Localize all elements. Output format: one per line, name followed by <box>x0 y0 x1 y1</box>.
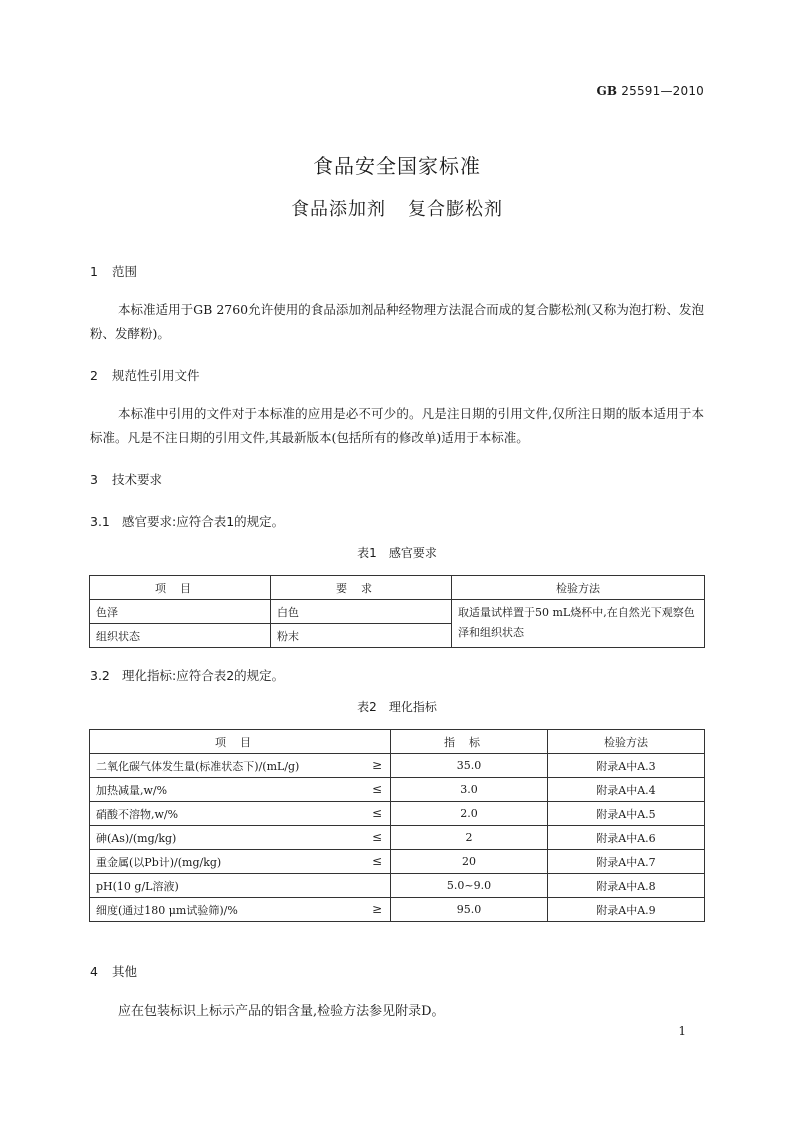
table-row <box>90 778 705 802</box>
comparison-symbol: ≤ <box>371 854 382 868</box>
item-label: 砷(As)/(mg/kg) <box>96 831 177 845</box>
method-cell: 取适量试样置于50 mL烧杯中,在自然光下观察色泽和组织状态 <box>452 600 705 648</box>
method-cell: 附录A中A.5 <box>548 802 705 826</box>
section-number: 3.1 <box>90 514 110 529</box>
item-label: 细度(通过180 μm试验筛)/% <box>96 903 238 917</box>
table-title: 感官要求 <box>388 546 437 560</box>
value-cell: 2.0 <box>391 802 548 826</box>
value-cell: 95.0 <box>391 898 548 922</box>
header-cell: 项目 <box>90 730 391 754</box>
document-title: 食品安全国家标准 <box>313 154 481 178</box>
item-cell <box>90 850 391 874</box>
section-1-text: 本标准适用于GB 2760允许使用的食品添加剂品种经物理方法混合而成的复合膨松剂(又称为泡打粉、发泡粉、发酵粉)。 <box>90 302 704 341</box>
item-label: 加热减量,w/% <box>96 783 168 797</box>
item-cell <box>90 754 391 778</box>
item-cell <box>90 898 391 922</box>
table-1-caption <box>0 544 794 561</box>
section-title: 感官要求:应符合表1的规定。 <box>122 514 285 529</box>
value-cell: 5.0~9.0 <box>391 874 548 898</box>
table-row <box>90 850 705 874</box>
table-row <box>90 874 705 898</box>
table-title: 理化指标 <box>388 700 437 714</box>
section-number: 4 <box>90 964 98 979</box>
table-2 <box>89 729 705 922</box>
comparison-symbol: ≤ <box>371 782 382 796</box>
requirement-cell: 粉末 <box>271 624 452 648</box>
section-number: 3.2 <box>90 668 110 683</box>
method-cell: 附录A中A.8 <box>548 874 705 898</box>
table-row <box>90 754 705 778</box>
table-number: 表2 <box>357 700 377 714</box>
method-cell: 附录A中A.4 <box>548 778 705 802</box>
item-label: 二氧化碳气体发生量(标准状态下)/(mL/g) <box>96 759 300 773</box>
standard-number: 25591—2010 <box>621 84 704 98</box>
item-label: pH(10 g/L溶液) <box>96 879 179 893</box>
item-cell <box>90 826 391 850</box>
item-label: 硝酸不溶物,w/% <box>96 807 179 821</box>
comparison-symbol: ≥ <box>371 758 382 772</box>
document-subtitle <box>0 195 794 221</box>
method-cell: 附录A中A.6 <box>548 826 705 850</box>
section-title: 其他 <box>112 964 138 979</box>
method-cell: 附录A中A.7 <box>548 850 705 874</box>
comparison-symbol: ≥ <box>371 902 382 916</box>
value-cell: 3.0 <box>391 778 548 802</box>
method-cell: 附录A中A.9 <box>548 898 705 922</box>
item-cell <box>90 874 391 898</box>
header-cell: 检验方法 <box>452 576 705 600</box>
standard-code <box>596 84 704 98</box>
table-1 <box>89 575 705 648</box>
table-header-row <box>90 730 705 754</box>
section-2-heading <box>90 366 200 384</box>
header-cell: 指标 <box>391 730 548 754</box>
header-cell: 检验方法 <box>548 730 705 754</box>
header-cell: 要求 <box>271 576 452 600</box>
subtitle-right: 复合膨松剂 <box>408 199 503 220</box>
comparison-symbol: ≤ <box>371 830 382 844</box>
section-3-2-heading <box>90 666 284 684</box>
table-number: 表1 <box>357 546 377 560</box>
requirement-cell: 白色 <box>271 600 452 624</box>
header-cell: 项目 <box>90 576 271 600</box>
item-label: 重金属(以Pb计)/(mg/kg) <box>96 855 222 869</box>
section-3-1-heading <box>90 512 284 530</box>
method-cell: 附录A中A.3 <box>548 754 705 778</box>
value-cell: 2 <box>391 826 548 850</box>
item-cell: 组织状态 <box>90 624 271 648</box>
table-header-row <box>90 576 705 600</box>
section-number: 3 <box>90 472 98 487</box>
section-number: 2 <box>90 368 98 383</box>
value-cell: 20 <box>391 850 548 874</box>
section-4-text: 应在包装标识上标示产品的铝含量,检验方法参见附录D。 <box>118 1004 445 1019</box>
subtitle-left: 食品添加剂 <box>291 199 386 220</box>
table-2-caption <box>0 698 794 715</box>
section-number: 1 <box>90 264 98 279</box>
section-2-text: 本标准中引用的文件对于本标准的应用是必不可少的。凡是注日期的引用文件,仅所注日期的版本适用于本标准。凡是不注日期的引用文件,其最新版本(包括所有的修改单)适用于本标准。 <box>90 406 704 445</box>
standard-prefix: GB <box>596 84 618 98</box>
section-title: 范围 <box>112 264 138 279</box>
section-title: 规范性引用文件 <box>112 368 200 383</box>
section-3-heading <box>90 470 162 488</box>
table-row <box>90 898 705 922</box>
table-row <box>90 802 705 826</box>
item-cell: 色泽 <box>90 600 271 624</box>
item-cell <box>90 778 391 802</box>
section-title: 技术要求 <box>112 472 163 487</box>
item-cell <box>90 802 391 826</box>
section-title: 理化指标:应符合表2的规定。 <box>122 668 285 683</box>
page-number: 1 <box>678 1024 686 1038</box>
comparison-symbol: ≤ <box>371 806 382 820</box>
value-cell: 35.0 <box>391 754 548 778</box>
section-4-heading <box>90 962 137 980</box>
table-row <box>90 600 705 624</box>
section-1-heading <box>90 262 137 280</box>
table-row <box>90 826 705 850</box>
